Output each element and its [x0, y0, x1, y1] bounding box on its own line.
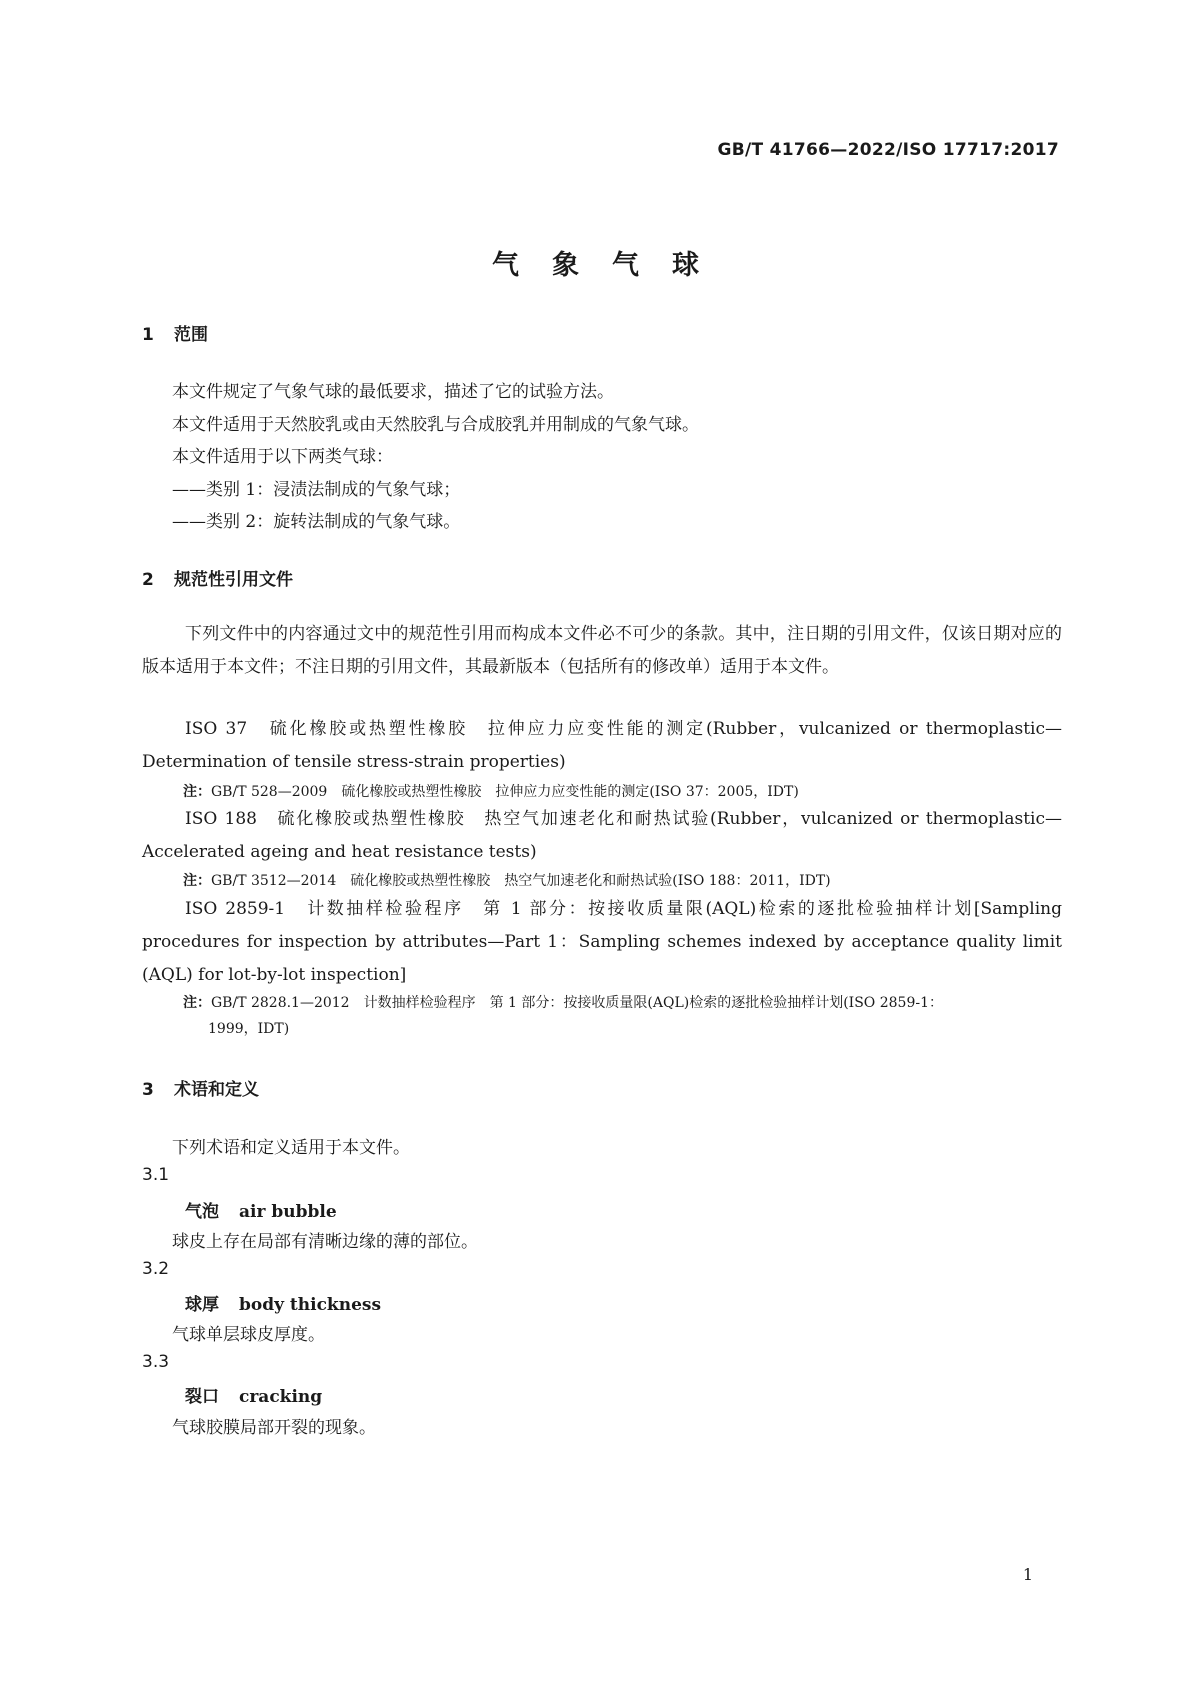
references-intro: 下列文件中的内容通过文中的规范性引用而构成本文件必不可少的条款。其中，注日期的引用文件，仅该日期对应的版本适用于本文件；不注日期的引用文件，其最新版本（包括所有的修改单）适用于本文件。 — [142, 624, 1062, 677]
term-number: 3.3 — [142, 1352, 170, 1372]
terms-intro: 下列术语和定义适用于本文件。 — [172, 1138, 410, 1158]
scope-list-item: ——类别 2：旋转法制成的气象气球。 — [172, 512, 461, 532]
term-name: 裂口 cracking — [185, 1387, 323, 1407]
reference-iso-188: ISO 188 硫化橡胶或热塑性橡胶 热空气加速老化和耐热试验(Rubber，vulcanized or thermoplastic—Accelerated ageing and heat resistance tests) — [142, 809, 1062, 862]
scope-paragraph: 本文件适用于以下两类气球： — [172, 447, 393, 467]
section-3-heading — [142, 1075, 259, 1100]
section-number: 3 — [142, 1080, 154, 1100]
reference-note: 注：GB/T 528—2009 硫化橡胶或热塑性橡胶 拉伸应力应变性能的测定(ISO 37：2005，IDT) — [183, 784, 799, 800]
reference-note: 注：GB/T 3512—2014 硫化橡胶或热塑性橡胶 热空气加速老化和耐热试验(ISO 188：2011，IDT) — [183, 873, 831, 889]
term-definition: 气球胶膜局部开裂的现象。 — [172, 1418, 376, 1438]
section-title: 规范性引用文件 — [174, 570, 293, 590]
term-name: 球厚 body thickness — [185, 1295, 382, 1315]
page-number: 1 — [1022, 1565, 1033, 1584]
document-title: 气象气球 — [492, 250, 732, 281]
term-number: 3.1 — [142, 1165, 170, 1185]
term-number: 3.2 — [142, 1259, 170, 1279]
scope-list-item: ——类别 1：浸渍法制成的气象气球； — [172, 480, 461, 500]
reference-note-continuation: 1999，IDT) — [208, 1021, 290, 1037]
section-title: 术语和定义 — [174, 1080, 259, 1100]
standard-code: GB/T 41766—2022/ISO 17717:2017 — [717, 140, 1059, 160]
reference-iso-2859-1: ISO 2859-1 计数抽样检验程序 第 1 部分：按接收质量限(AQL)检索的逐批检验抽样计划[Sampling procedures for inspection by attributes—Part 1：Sampling schemes indexed by acceptance quality limit (AQL) for lot-by-lot inspection] — [142, 899, 1062, 985]
term-definition: 球皮上存在局部有清晰边缘的薄的部位。 — [172, 1232, 478, 1252]
section-1-heading — [142, 320, 208, 345]
section-number: 2 — [142, 570, 154, 590]
section-title: 范围 — [174, 325, 208, 345]
reference-note: 注：GB/T 2828.1—2012 计数抽样检验程序 第 1 部分：按接收质量限(AQL)检索的逐批检验抽样计划(ISO 2859-1： — [183, 995, 943, 1011]
scope-paragraph: 本文件规定了气象气球的最低要求，描述了它的试验方法。 — [172, 382, 614, 402]
section-2-heading — [142, 565, 293, 590]
reference-iso-37: ISO 37 硫化橡胶或热塑性橡胶 拉伸应力应变性能的测定(Rubber，vulcanized or thermoplastic—Determination of tensile stress-strain properties) — [142, 719, 1062, 772]
section-number: 1 — [142, 325, 154, 345]
scope-paragraph: 本文件适用于天然胶乳或由天然胶乳与合成胶乳并用制成的气象气球。 — [172, 415, 699, 435]
term-name: 气泡 air bubble — [185, 1202, 337, 1222]
term-definition: 气球单层球皮厚度。 — [172, 1325, 325, 1345]
